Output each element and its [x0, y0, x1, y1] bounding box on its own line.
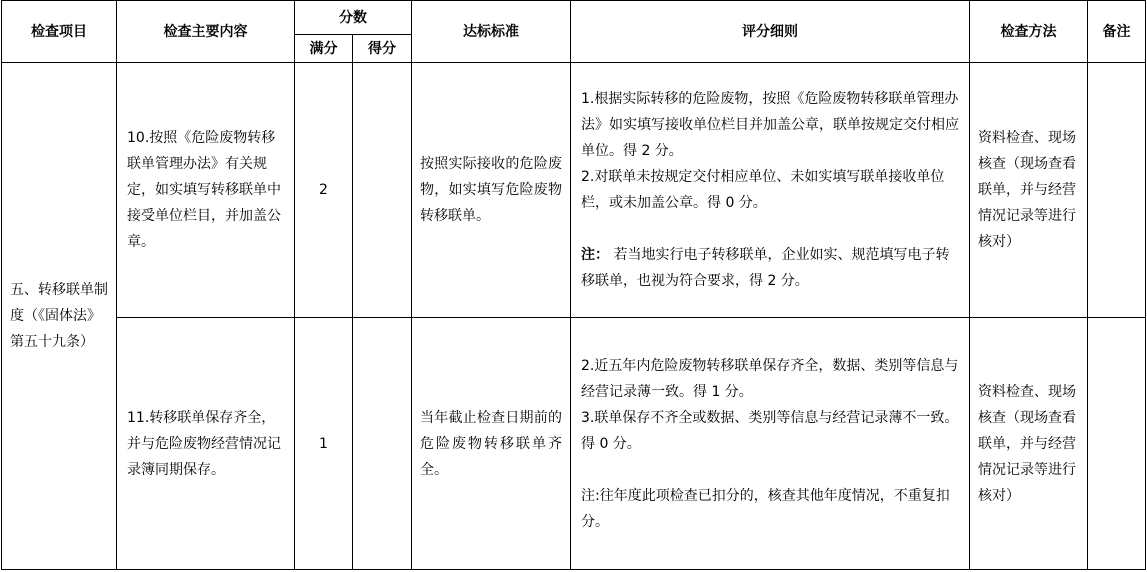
table-row: [2, 63, 1146, 318]
detail-cell: [571, 318, 970, 570]
detail-cell: [571, 63, 970, 318]
header-score: 分数: [295, 1, 412, 35]
header-standard: 达标标准: [412, 1, 571, 63]
full-score-cell: 1: [295, 318, 353, 570]
standard-cell: 按照实际接收的危险废物，如实填写危险废物转移联单。: [412, 63, 571, 318]
note-text: 若当地实行电子转移联单，企业如实、规范填写电子转移联单，也视为符合要求，得 2 分。: [581, 247, 950, 289]
got-score-cell: [353, 63, 412, 318]
header-remark: 备注: [1088, 1, 1146, 63]
header-got-score: 得分: [353, 35, 412, 63]
header-method: 检查方法: [970, 1, 1088, 63]
remark-cell: [1088, 63, 1146, 318]
header-content: 检查主要内容: [117, 1, 295, 63]
inspection-table: [1, 0, 1146, 570]
header-detail: 评分细则: [571, 1, 970, 63]
method-cell: 资料检查、现场核查（现场查看联单，并与经营情况记录等进行核对）: [970, 63, 1088, 318]
section-item-cell: 五、转移联单制度（《固体法》第五十九条）: [2, 63, 117, 570]
detail-item: 1.根据实际转移的危险废物，按照《危险废物转移联单管理办法》如实填写接收单位栏目并加盖公章，联单按规定交付相应单位。得 2 分。: [581, 91, 959, 159]
method-cell: 资料检查、现场核查（现场查看联单，并与经营情况记录等进行核对）: [970, 318, 1088, 570]
detail-item: 3.联单保存不齐全或数据、类别等信息与经营记录薄不一致。得 0 分。: [581, 409, 959, 452]
note-label: 注：: [581, 247, 609, 263]
detail-note: [581, 242, 961, 294]
content-cell: 10.按照《危险废物转移联单管理办法》有关规定，如实填写转移联单中接受单位栏目，并加盖公章。: [117, 63, 295, 318]
got-score-cell: [353, 318, 412, 570]
detail-item: 2.对联单未按规定交付相应单位、未如实填写联单接收单位栏，或未加盖公章。得 0 分。: [581, 169, 945, 211]
table-row: [2, 318, 1146, 570]
standard-cell: 当年截止检查日期前的危险废物转移联单齐全。: [412, 318, 571, 570]
header-item: 检查项目: [2, 1, 117, 63]
content-cell: 11.转移联单保存齐全，并与危险废物经营情况记录簿同期保存。: [117, 318, 295, 570]
detail-item: 2.近五年内危险废物转移联单保存齐全，数据、类别等信息与经营记录薄一致。得 1 分。: [581, 357, 959, 400]
full-score-cell: 2: [295, 63, 353, 318]
header-full-score: 满分: [295, 35, 353, 63]
remark-cell: [1088, 318, 1146, 570]
detail-note: 注:往年度此项检查已扣分的，核查其他年度情况，不重复扣分。: [581, 487, 950, 530]
